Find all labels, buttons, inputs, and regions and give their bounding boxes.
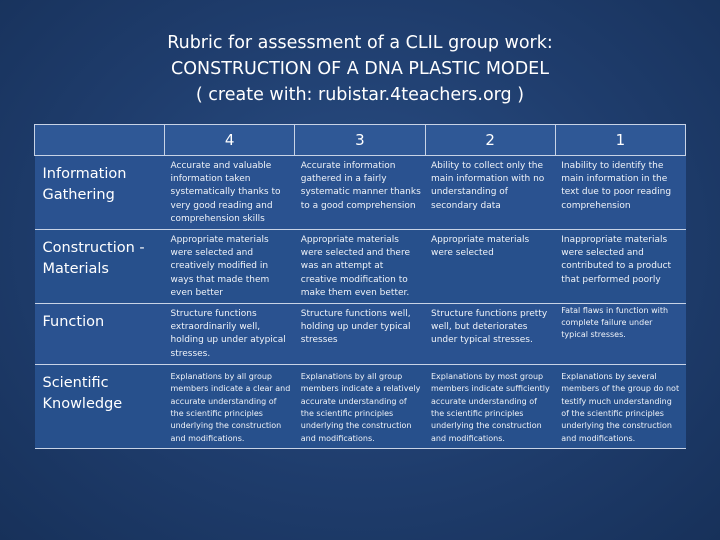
rubric-cell: Appropriate materials were selected and creatively modified in ways that made them even better bbox=[165, 230, 295, 304]
rubric-row bbox=[35, 156, 686, 230]
header-score-3: 3 bbox=[295, 125, 425, 156]
rubric-cell: Fatal flaws in function with complete failure under typical stresses. bbox=[555, 304, 685, 365]
rubric-cell: Structure functions well, holding up under typical stresses bbox=[295, 304, 425, 365]
rubric-cell: Ability to collect only the main information with no understanding of secondary data bbox=[425, 156, 555, 230]
rubric-cell: Accurate information gathered in a fairly systematic manner thanks to a good comprehension bbox=[295, 156, 425, 230]
criterion-label: Information Gathering bbox=[35, 156, 165, 230]
rubric-cell: Explanations by all group members indicate a relatively accurate understanding of the scientific principles underlying the construction and modifications. bbox=[295, 364, 425, 448]
rubric-cell: Explanations by most group members indicate sufficiently accurate understanding of the scientific principles underlying the construction and modifications. bbox=[425, 364, 555, 448]
criterion-label: Function bbox=[35, 304, 165, 365]
rubric-cell: Structure functions pretty well, but deteriorates under typical stresses. bbox=[425, 304, 555, 365]
rubric-row bbox=[35, 304, 686, 365]
rubric-cell: Explanations by several members of the group do not testify much understanding of the scientific principles underlying the construction and modifications. bbox=[555, 364, 685, 448]
header-corner bbox=[35, 125, 165, 156]
rubric-cell: Accurate and valuable information taken systematically thanks to very good reading and comprehension skills bbox=[165, 156, 295, 230]
rubric-cell: Inappropriate materials were selected and contributed to a product that performed poorly bbox=[555, 230, 685, 304]
page-title bbox=[0, 30, 720, 108]
title-line-1: Rubric for assessment of a CLIL group work: bbox=[167, 33, 553, 53]
rubric-row bbox=[35, 364, 686, 448]
header-score-2: 2 bbox=[425, 125, 555, 156]
rubric-cell: Inability to identify the main information in the text due to poor reading comprehension bbox=[555, 156, 685, 230]
rubric-table bbox=[34, 124, 686, 449]
header-score-1: 1 bbox=[555, 125, 685, 156]
title-line-3: ( create with: rubistar.4teachers.org ) bbox=[195, 85, 525, 105]
criterion-label: Construction - Materials bbox=[35, 230, 165, 304]
rubric-header-row bbox=[35, 125, 686, 156]
criterion-label: Scientific Knowledge bbox=[35, 364, 165, 448]
header-score-4: 4 bbox=[165, 125, 295, 156]
rubric-cell: Appropriate materials were selected and there was an attempt at creative modification to make them even better. bbox=[295, 230, 425, 304]
title-line-2: CONSTRUCTION OF A DNA PLASTIC MODEL bbox=[171, 59, 549, 79]
rubric-row bbox=[35, 230, 686, 304]
rubric-cell: Structure functions extraordinarily well, holding up under atypical stresses. bbox=[165, 304, 295, 365]
rubric-cell: Explanations by all group members indicate a clear and accurate understanding of the scientific principles underlying the construction and modifications. bbox=[165, 364, 295, 448]
rubric-cell: Appropriate materials were selected bbox=[425, 230, 555, 304]
